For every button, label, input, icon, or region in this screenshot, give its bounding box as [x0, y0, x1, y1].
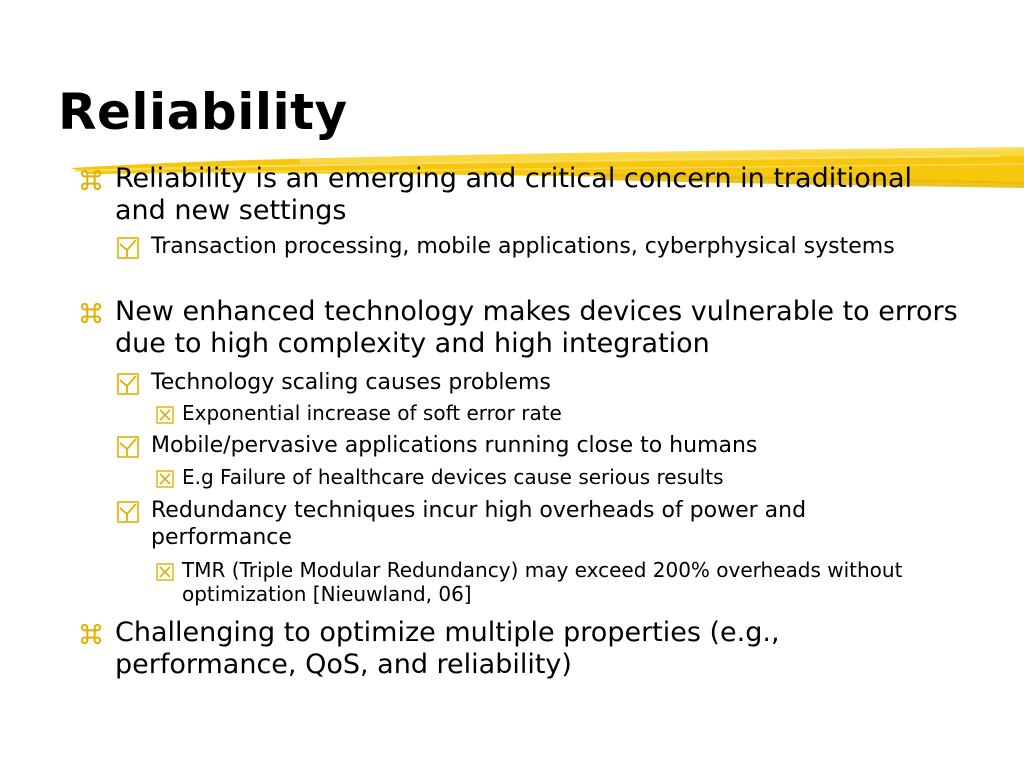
bullet-level-3 — [156, 401, 936, 425]
bullet-level-2 — [117, 369, 917, 396]
x-box-icon — [156, 563, 174, 581]
bullet-level-3 — [156, 558, 936, 606]
checked-box-icon — [117, 237, 139, 259]
bullet-text: Exponential increase of soft error rate — [182, 401, 562, 425]
bullet-text: New enhanced technology makes devices vulnerable to errors due to high complexity and high integration — [115, 296, 958, 359]
bullet-level-1 — [80, 617, 960, 681]
checked-box-icon — [117, 373, 139, 395]
bullet-text: Technology scaling causes problems — [151, 370, 551, 395]
bullet-text: Reliability is an emerging and critical concern in traditional and new settings — [115, 163, 912, 226]
checked-box-icon — [117, 501, 139, 523]
bullet-level-3 — [156, 465, 936, 489]
bullet-level-1 — [80, 163, 960, 227]
bullet-level-2 — [117, 497, 917, 551]
bullet-text: Mobile/pervasive applications running close to humans — [151, 433, 758, 458]
command-key-icon — [80, 169, 102, 191]
x-box-icon — [156, 406, 174, 424]
bullet-text: Redundancy techniques incur high overheads of power and performance — [151, 498, 807, 550]
bullet-level-2 — [117, 432, 917, 459]
bullet-text: TMR (Triple Modular Redundancy) may exceed 200% overheads without optimization [Nieuwland, 06] — [182, 558, 903, 606]
bullet-text: E.g Failure of healthcare devices cause serious results — [182, 465, 724, 489]
x-box-icon — [156, 470, 174, 488]
checked-box-icon — [117, 436, 139, 458]
bullet-text: Challenging to optimize multiple properties (e.g., performance, QoS, and reliability) — [115, 617, 780, 680]
slide-title: Reliability — [58, 83, 348, 141]
bullet-level-1 — [80, 296, 960, 360]
command-key-icon — [80, 302, 102, 324]
bullet-level-2 — [117, 233, 917, 260]
bullet-text: Transaction processing, mobile applications, cyberphysical systems — [151, 234, 895, 259]
command-key-icon — [80, 623, 102, 645]
